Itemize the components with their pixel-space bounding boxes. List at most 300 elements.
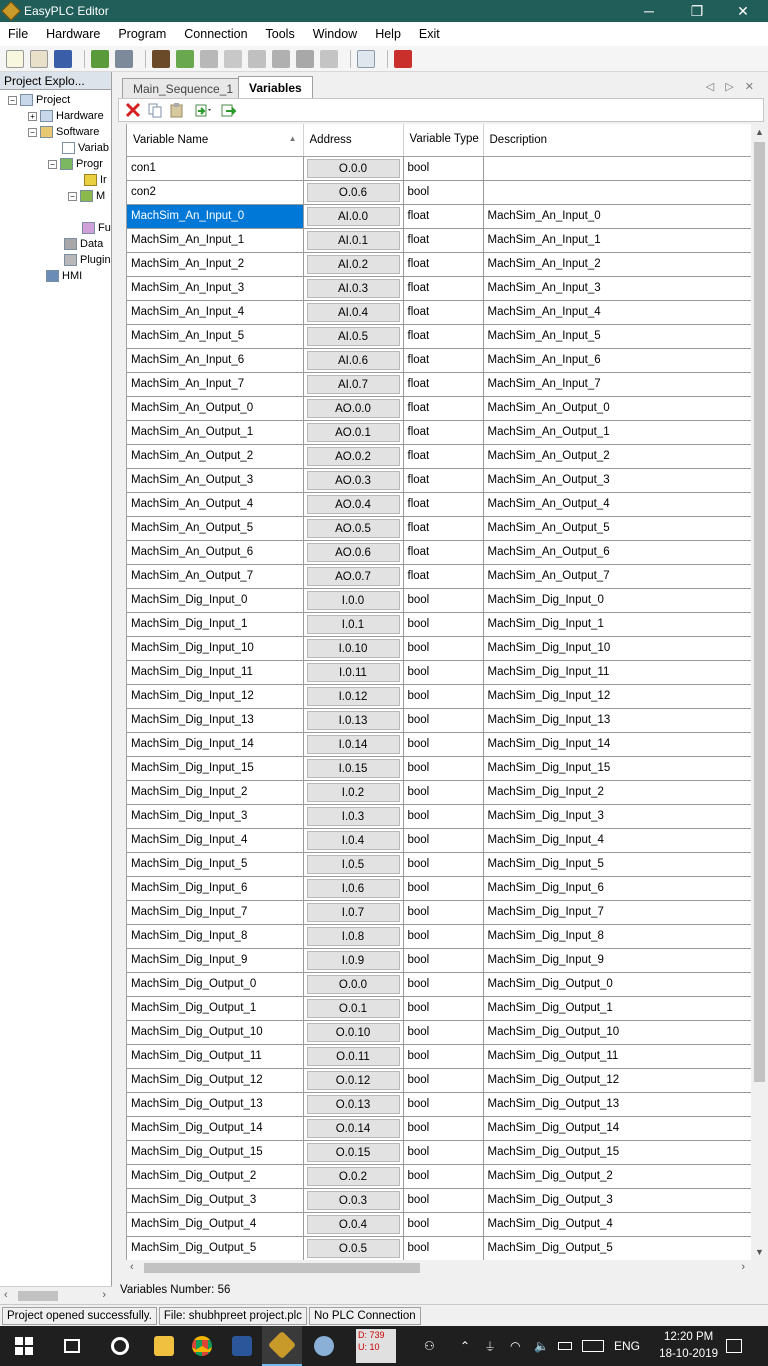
table-row[interactable] xyxy=(127,1044,751,1068)
table-row[interactable] xyxy=(127,876,751,900)
variable-type-cell[interactable]: bool xyxy=(403,876,483,900)
table-row[interactable] xyxy=(127,756,751,780)
address-cell[interactable] xyxy=(303,420,403,444)
description-cell[interactable]: MachSim_Dig_Input_10 xyxy=(483,636,751,660)
copy-icon[interactable] xyxy=(147,102,163,118)
description-cell[interactable]: MachSim_An_Input_3 xyxy=(483,276,751,300)
address-cell[interactable] xyxy=(303,972,403,996)
variable-name-cell[interactable]: MachSim_Dig_Output_13 xyxy=(127,1092,303,1116)
address-cell[interactable] xyxy=(303,780,403,804)
description-cell[interactable]: MachSim_Dig_Output_11 xyxy=(483,1044,751,1068)
address-cell[interactable] xyxy=(303,348,403,372)
table-row[interactable] xyxy=(127,156,751,180)
address-cell[interactable] xyxy=(303,828,403,852)
description-cell[interactable]: MachSim_Dig_Output_13 xyxy=(483,1092,751,1116)
address-cell[interactable] xyxy=(303,180,403,204)
address-cell[interactable] xyxy=(303,468,403,492)
variable-name-cell[interactable]: MachSim_Dig_Input_7 xyxy=(127,900,303,924)
table-row[interactable] xyxy=(127,396,751,420)
description-cell[interactable]: MachSim_An_Input_5 xyxy=(483,324,751,348)
scroll-thumb[interactable] xyxy=(754,142,765,1082)
menu-hardware[interactable]: Hardware xyxy=(46,27,101,41)
variable-name-cell[interactable]: MachSim_Dig_Output_5 xyxy=(127,1236,303,1260)
address-cell[interactable] xyxy=(303,1212,403,1236)
tree-item-plugins[interactable] xyxy=(64,254,111,266)
scroll-left-icon[interactable]: ‹ xyxy=(130,1261,134,1273)
variable-name-cell[interactable]: MachSim_An_Input_5 xyxy=(127,324,303,348)
scroll-thumb[interactable] xyxy=(18,1291,58,1301)
variable-type-cell[interactable]: float xyxy=(403,564,483,588)
description-cell[interactable]: MachSim_Dig_Input_8 xyxy=(483,924,751,948)
description-cell[interactable]: MachSim_An_Output_5 xyxy=(483,516,751,540)
tree-item-hardware[interactable] xyxy=(28,110,104,122)
address-cell[interactable] xyxy=(303,444,403,468)
description-cell[interactable]: MachSim_Dig_Output_3 xyxy=(483,1188,751,1212)
description-cell[interactable]: MachSim_Dig_Input_7 xyxy=(483,900,751,924)
variable-name-cell[interactable]: MachSim_Dig_Output_2 xyxy=(127,1164,303,1188)
menu-tools[interactable]: Tools xyxy=(265,27,295,41)
address-cell[interactable] xyxy=(303,684,403,708)
variable-type-cell[interactable]: float xyxy=(403,276,483,300)
variable-type-cell[interactable]: bool xyxy=(403,1212,483,1236)
table-row[interactable] xyxy=(127,828,751,852)
description-cell[interactable]: MachSim_Dig_Output_5 xyxy=(483,1236,751,1260)
variable-type-cell[interactable]: float xyxy=(403,468,483,492)
scroll-thumb[interactable] xyxy=(144,1263,420,1273)
show-hidden-icons[interactable]: ⌃ xyxy=(460,1339,471,1353)
variable-type-cell[interactable]: bool xyxy=(403,588,483,612)
address-cell[interactable] xyxy=(303,1020,403,1044)
description-cell[interactable]: MachSim_Dig_Input_0 xyxy=(483,588,751,612)
variable-name-cell[interactable]: MachSim_Dig_Output_4 xyxy=(127,1212,303,1236)
address-cell[interactable] xyxy=(303,1044,403,1068)
description-cell[interactable]: MachSim_Dig_Input_4 xyxy=(483,828,751,852)
grid-vertical-scrollbar[interactable] xyxy=(751,124,768,1260)
description-cell[interactable]: MachSim_An_Input_7 xyxy=(483,372,751,396)
description-cell[interactable]: MachSim_Dig_Input_13 xyxy=(483,708,751,732)
variable-type-cell[interactable]: float xyxy=(403,324,483,348)
table-row[interactable] xyxy=(127,228,751,252)
table-row[interactable] xyxy=(127,468,751,492)
usb-icon[interactable]: ⏚ xyxy=(484,1339,497,1354)
table-row[interactable] xyxy=(127,276,751,300)
battery-icon[interactable] xyxy=(558,1326,572,1366)
address-cell[interactable] xyxy=(303,276,403,300)
tree-item-programs[interactable] xyxy=(48,158,103,170)
variable-type-cell[interactable]: float xyxy=(403,348,483,372)
variable-name-cell[interactable]: MachSim_Dig_Input_9 xyxy=(127,948,303,972)
address-cell[interactable] xyxy=(303,636,403,660)
description-cell[interactable]: MachSim_Dig_Output_2 xyxy=(483,1164,751,1188)
memory-icon[interactable] xyxy=(296,50,314,68)
table-row[interactable] xyxy=(127,1140,751,1164)
variable-name-cell[interactable]: MachSim_An_Output_3 xyxy=(127,468,303,492)
variable-type-cell[interactable]: float xyxy=(403,252,483,276)
table-row[interactable] xyxy=(127,1020,751,1044)
maximize-button[interactable]: ❐ xyxy=(690,2,704,19)
table-row[interactable] xyxy=(127,588,751,612)
word-icon[interactable] xyxy=(222,1326,262,1366)
variable-name-cell[interactable]: MachSim_An_Output_6 xyxy=(127,540,303,564)
collapse-icon[interactable]: − xyxy=(28,128,37,137)
tools-icon[interactable] xyxy=(320,50,338,68)
address-cell[interactable] xyxy=(303,1068,403,1092)
description-cell[interactable]: MachSim_Dig_Input_6 xyxy=(483,876,751,900)
easyplc-taskbar-icon[interactable] xyxy=(262,1326,302,1366)
variable-type-cell[interactable]: bool xyxy=(403,1092,483,1116)
monitor-icon[interactable] xyxy=(272,50,290,68)
tree-item-main[interactable] xyxy=(68,190,105,202)
variable-name-cell[interactable]: MachSim_Dig_Output_3 xyxy=(127,1188,303,1212)
variable-type-cell[interactable]: bool xyxy=(403,660,483,684)
variable-name-cell[interactable]: MachSim_Dig_Input_13 xyxy=(127,708,303,732)
table-row[interactable] xyxy=(127,924,751,948)
table-row[interactable] xyxy=(127,1068,751,1092)
description-cell[interactable]: MachSim_Dig_Output_1 xyxy=(483,996,751,1020)
variable-name-cell[interactable]: MachSim_Dig_Input_0 xyxy=(127,588,303,612)
paint-icon[interactable] xyxy=(304,1326,344,1366)
description-cell[interactable]: MachSim_An_Input_6 xyxy=(483,348,751,372)
tab-main-sequence[interactable]: Main_Sequence_1 xyxy=(122,78,244,98)
tree-item-init[interactable] xyxy=(84,174,107,186)
table-row[interactable] xyxy=(127,852,751,876)
export-icon[interactable] xyxy=(221,102,237,118)
variable-type-cell[interactable]: bool xyxy=(403,1188,483,1212)
address-cell[interactable] xyxy=(303,612,403,636)
variable-name-cell[interactable]: MachSim_Dig_Input_11 xyxy=(127,660,303,684)
column-header-address[interactable]: Address xyxy=(303,124,403,156)
menu-file[interactable]: File xyxy=(8,27,29,41)
variable-name-cell[interactable]: MachSim_An_Output_0 xyxy=(127,396,303,420)
variable-name-cell[interactable]: MachSim_Dig_Output_12 xyxy=(127,1068,303,1092)
variable-name-cell[interactable]: MachSim_Dig_Output_0 xyxy=(127,972,303,996)
description-cell[interactable]: MachSim_Dig_Input_3 xyxy=(483,804,751,828)
table-row[interactable] xyxy=(127,372,751,396)
run-icon[interactable] xyxy=(176,50,194,68)
new-file-icon[interactable] xyxy=(6,50,24,68)
description-cell[interactable]: MachSim_Dig_Input_15 xyxy=(483,756,751,780)
variable-type-cell[interactable]: bool xyxy=(403,756,483,780)
variable-name-cell[interactable]: MachSim_An_Output_2 xyxy=(127,444,303,468)
description-cell[interactable]: MachSim_Dig_Output_10 xyxy=(483,1020,751,1044)
variable-type-cell[interactable]: bool xyxy=(403,804,483,828)
tree-item-variables[interactable] xyxy=(62,142,109,154)
variable-name-cell[interactable]: MachSim_Dig_Input_12 xyxy=(127,684,303,708)
table-row[interactable] xyxy=(127,444,751,468)
collapse-icon[interactable]: − xyxy=(8,96,17,105)
language-indicator[interactable]: ENG xyxy=(614,1339,641,1353)
table-row[interactable] xyxy=(127,612,751,636)
keyboard-icon[interactable] xyxy=(582,1326,604,1366)
variable-type-cell[interactable]: bool xyxy=(403,948,483,972)
table-row[interactable] xyxy=(127,1212,751,1236)
variable-name-cell[interactable]: MachSim_Dig_Input_3 xyxy=(127,804,303,828)
address-cell[interactable] xyxy=(303,156,403,180)
volume-icon[interactable]: 🔈 xyxy=(534,1339,549,1353)
taskbar-clock[interactable] xyxy=(659,1329,718,1363)
variable-name-cell[interactable]: MachSim_An_Output_7 xyxy=(127,564,303,588)
variable-name-cell[interactable]: MachSim_An_Input_4 xyxy=(127,300,303,324)
table-row[interactable] xyxy=(127,804,751,828)
table-row[interactable] xyxy=(127,492,751,516)
table-row[interactable] xyxy=(127,1116,751,1140)
variable-type-cell[interactable]: bool xyxy=(403,1068,483,1092)
variable-type-cell[interactable]: bool xyxy=(403,156,483,180)
variable-name-cell[interactable]: MachSim_An_Input_3 xyxy=(127,276,303,300)
explorer-horizontal-scrollbar[interactable] xyxy=(0,1286,112,1304)
variable-name-cell[interactable]: MachSim_Dig_Input_4 xyxy=(127,828,303,852)
tab-navigation[interactable]: ◁ ▷ ✕ xyxy=(705,81,758,93)
table-row[interactable] xyxy=(127,540,751,564)
address-cell[interactable] xyxy=(303,324,403,348)
scroll-down-icon[interactable]: ▼ xyxy=(755,1247,764,1257)
variable-type-cell[interactable]: float xyxy=(403,372,483,396)
variable-name-cell[interactable]: MachSim_An_Input_0 xyxy=(127,204,303,228)
address-cell[interactable] xyxy=(303,756,403,780)
variable-type-cell[interactable]: float xyxy=(403,300,483,324)
exit-icon[interactable] xyxy=(394,50,412,68)
description-cell[interactable]: MachSim_An_Input_2 xyxy=(483,252,751,276)
tree-item-hmi[interactable] xyxy=(46,270,82,282)
window-icon[interactable] xyxy=(357,50,375,68)
tree-item-project[interactable] xyxy=(8,94,70,106)
address-cell[interactable] xyxy=(303,564,403,588)
address-cell[interactable] xyxy=(303,900,403,924)
table-row[interactable] xyxy=(127,660,751,684)
variable-name-cell[interactable]: MachSim_Dig_Input_10 xyxy=(127,636,303,660)
table-row[interactable] xyxy=(127,900,751,924)
table-row[interactable] xyxy=(127,1188,751,1212)
description-cell[interactable]: MachSim_An_Input_4 xyxy=(483,300,751,324)
address-cell[interactable] xyxy=(303,732,403,756)
column-header-variable-name[interactable] xyxy=(127,124,303,156)
menu-program[interactable]: Program xyxy=(118,27,167,41)
description-cell[interactable]: MachSim_Dig_Output_14 xyxy=(483,1116,751,1140)
task-view-icon[interactable] xyxy=(56,1326,88,1366)
table-row[interactable] xyxy=(127,972,751,996)
variable-name-cell[interactable]: MachSim_An_Output_4 xyxy=(127,492,303,516)
variable-type-cell[interactable]: bool xyxy=(403,828,483,852)
variable-type-cell[interactable]: bool xyxy=(403,972,483,996)
variable-type-cell[interactable]: float xyxy=(403,516,483,540)
variable-name-cell[interactable]: MachSim_Dig_Output_1 xyxy=(127,996,303,1020)
paste-icon[interactable] xyxy=(169,102,185,118)
column-header-variable-type[interactable]: Variable Type xyxy=(403,124,483,156)
tree-item-functions[interactable] xyxy=(82,222,111,234)
description-cell[interactable]: MachSim_Dig_Input_11 xyxy=(483,660,751,684)
save-icon[interactable] xyxy=(54,50,72,68)
description-cell[interactable]: MachSim_An_Output_1 xyxy=(483,420,751,444)
stop-icon[interactable] xyxy=(200,50,218,68)
build-icon[interactable] xyxy=(115,50,133,68)
description-cell[interactable]: MachSim_An_Output_7 xyxy=(483,564,751,588)
variable-type-cell[interactable]: bool xyxy=(403,1164,483,1188)
table-row[interactable] xyxy=(127,948,751,972)
address-cell[interactable] xyxy=(303,1236,403,1260)
file-explorer-icon[interactable] xyxy=(144,1326,184,1366)
variable-name-cell[interactable]: MachSim_Dig_Input_8 xyxy=(127,924,303,948)
description-cell[interactable] xyxy=(483,156,751,180)
address-cell[interactable] xyxy=(303,372,403,396)
address-cell[interactable] xyxy=(303,540,403,564)
variable-name-cell[interactable]: MachSim_An_Input_6 xyxy=(127,348,303,372)
table-row[interactable] xyxy=(127,732,751,756)
address-cell[interactable] xyxy=(303,852,403,876)
menu-help[interactable]: Help xyxy=(375,27,401,41)
address-cell[interactable] xyxy=(303,948,403,972)
variable-type-cell[interactable]: bool xyxy=(403,636,483,660)
address-cell[interactable] xyxy=(303,492,403,516)
table-row[interactable] xyxy=(127,420,751,444)
description-cell[interactable]: MachSim_Dig_Input_12 xyxy=(483,684,751,708)
collapse-icon[interactable]: − xyxy=(48,160,57,169)
address-cell[interactable] xyxy=(303,1116,403,1140)
description-cell[interactable]: MachSim_Dig_Input_14 xyxy=(483,732,751,756)
import-icon[interactable] xyxy=(191,102,215,118)
address-cell[interactable] xyxy=(303,804,403,828)
variable-name-cell[interactable]: MachSim_An_Output_1 xyxy=(127,420,303,444)
column-header-description[interactable]: Description xyxy=(483,124,751,156)
chrome-icon[interactable] xyxy=(184,1326,220,1366)
delete-variable-icon[interactable] xyxy=(125,102,141,118)
table-row[interactable] xyxy=(127,996,751,1020)
description-cell[interactable]: MachSim_An_Input_1 xyxy=(483,228,751,252)
address-cell[interactable] xyxy=(303,204,403,228)
variable-type-cell[interactable]: float xyxy=(403,396,483,420)
menu-exit[interactable]: Exit xyxy=(418,27,440,41)
connect-icon[interactable] xyxy=(152,50,170,68)
cortana-icon[interactable] xyxy=(102,1326,138,1366)
variable-name-cell[interactable]: MachSim_Dig_Input_5 xyxy=(127,852,303,876)
variable-name-cell[interactable]: MachSim_Dig_Output_14 xyxy=(127,1116,303,1140)
windows-start-icon[interactable] xyxy=(8,1326,40,1366)
description-cell[interactable]: MachSim_Dig_Output_15 xyxy=(483,1140,751,1164)
open-file-icon[interactable] xyxy=(30,50,48,68)
variable-type-cell[interactable]: bool xyxy=(403,780,483,804)
table-row[interactable] xyxy=(127,780,751,804)
tree-item-software[interactable] xyxy=(28,126,99,138)
variable-type-cell[interactable]: bool xyxy=(403,852,483,876)
table-row[interactable] xyxy=(127,180,751,204)
description-cell[interactable]: MachSim_An_Output_4 xyxy=(483,492,751,516)
variable-type-cell[interactable]: bool xyxy=(403,1044,483,1068)
table-row[interactable] xyxy=(127,348,751,372)
address-cell[interactable] xyxy=(303,1092,403,1116)
address-cell[interactable] xyxy=(303,300,403,324)
description-cell[interactable]: MachSim_An_Input_0 xyxy=(483,204,751,228)
variable-name-cell[interactable]: MachSim_Dig_Output_15 xyxy=(127,1140,303,1164)
variable-type-cell[interactable]: float xyxy=(403,444,483,468)
table-row[interactable] xyxy=(127,252,751,276)
address-cell[interactable] xyxy=(303,1188,403,1212)
address-cell[interactable] xyxy=(303,396,403,420)
people-icon[interactable]: ⚇ xyxy=(424,1339,435,1353)
wifi-icon[interactable]: ◠ xyxy=(510,1339,521,1353)
minimize-button[interactable]: ─ xyxy=(644,3,654,19)
address-cell[interactable] xyxy=(303,996,403,1020)
address-cell[interactable] xyxy=(303,1164,403,1188)
table-row[interactable] xyxy=(127,684,751,708)
variable-type-cell[interactable]: bool xyxy=(403,1140,483,1164)
expand-icon[interactable]: + xyxy=(28,112,37,121)
variable-type-cell[interactable]: bool xyxy=(403,612,483,636)
menu-window[interactable]: Window xyxy=(312,27,358,41)
description-cell[interactable]: MachSim_Dig_Input_1 xyxy=(483,612,751,636)
disk-meter-widget[interactable] xyxy=(356,1326,400,1366)
variable-type-cell[interactable]: bool xyxy=(403,1020,483,1044)
grid-horizontal-scrollbar[interactable] xyxy=(126,1260,751,1276)
description-cell[interactable]: MachSim_Dig_Output_0 xyxy=(483,972,751,996)
compile-icon[interactable] xyxy=(91,50,109,68)
address-cell[interactable] xyxy=(303,516,403,540)
variable-name-cell[interactable]: MachSim_Dig_Input_1 xyxy=(127,612,303,636)
variable-type-cell[interactable]: float xyxy=(403,492,483,516)
variable-name-cell[interactable]: con1 xyxy=(127,156,303,180)
description-cell[interactable] xyxy=(483,180,751,204)
variable-type-cell[interactable]: bool xyxy=(403,684,483,708)
table-row[interactable] xyxy=(127,1164,751,1188)
variable-type-cell[interactable]: float xyxy=(403,540,483,564)
collapse-icon[interactable]: − xyxy=(68,192,77,201)
description-cell[interactable]: MachSim_Dig_Input_2 xyxy=(483,780,751,804)
address-cell[interactable] xyxy=(303,1140,403,1164)
variable-name-cell[interactable]: MachSim_Dig_Input_2 xyxy=(127,780,303,804)
notification-center-icon[interactable] xyxy=(726,1326,742,1366)
description-cell[interactable]: MachSim_An_Output_2 xyxy=(483,444,751,468)
variable-type-cell[interactable]: bool xyxy=(403,1116,483,1140)
variable-type-cell[interactable]: bool xyxy=(403,924,483,948)
variable-type-cell[interactable]: float xyxy=(403,228,483,252)
variable-name-cell[interactable]: MachSim_Dig_Input_14 xyxy=(127,732,303,756)
variable-type-cell[interactable]: bool xyxy=(403,996,483,1020)
variable-name-cell[interactable]: MachSim_An_Output_5 xyxy=(127,516,303,540)
variable-type-cell[interactable]: bool xyxy=(403,708,483,732)
variable-name-cell[interactable]: MachSim_Dig_Output_10 xyxy=(127,1020,303,1044)
variable-type-cell[interactable]: bool xyxy=(403,900,483,924)
tab-variables[interactable]: Variables xyxy=(238,76,313,98)
description-cell[interactable]: MachSim_An_Output_3 xyxy=(483,468,751,492)
scroll-right-icon[interactable]: › xyxy=(102,1289,106,1301)
address-cell[interactable] xyxy=(303,660,403,684)
variable-name-cell[interactable]: MachSim_An_Input_7 xyxy=(127,372,303,396)
description-cell[interactable]: MachSim_Dig_Input_5 xyxy=(483,852,751,876)
scroll-left-icon[interactable]: ‹ xyxy=(4,1289,8,1301)
menu-connection[interactable]: Connection xyxy=(184,27,248,41)
table-row[interactable] xyxy=(127,564,751,588)
scroll-right-icon[interactable]: › xyxy=(741,1261,745,1273)
variable-type-cell[interactable]: float xyxy=(403,420,483,444)
variable-type-cell[interactable]: bool xyxy=(403,732,483,756)
variable-name-cell[interactable]: con2 xyxy=(127,180,303,204)
table-row[interactable] xyxy=(127,708,751,732)
description-cell[interactable]: MachSim_Dig_Output_4 xyxy=(483,1212,751,1236)
description-cell[interactable]: MachSim_Dig_Input_9 xyxy=(483,948,751,972)
address-cell[interactable] xyxy=(303,924,403,948)
address-cell[interactable] xyxy=(303,708,403,732)
download-icon[interactable] xyxy=(224,50,242,68)
address-cell[interactable] xyxy=(303,876,403,900)
description-cell[interactable]: MachSim_An_Output_0 xyxy=(483,396,751,420)
variable-name-cell[interactable]: MachSim_An_Input_2 xyxy=(127,252,303,276)
variable-name-cell[interactable]: MachSim_An_Input_1 xyxy=(127,228,303,252)
table-row[interactable] xyxy=(127,204,751,228)
table-row[interactable] xyxy=(127,1236,751,1260)
close-button[interactable]: ✕ xyxy=(737,2,749,19)
variable-name-cell[interactable]: MachSim_Dig_Input_6 xyxy=(127,876,303,900)
table-row[interactable] xyxy=(127,1092,751,1116)
address-cell[interactable] xyxy=(303,588,403,612)
variable-type-cell[interactable]: bool xyxy=(403,1236,483,1260)
